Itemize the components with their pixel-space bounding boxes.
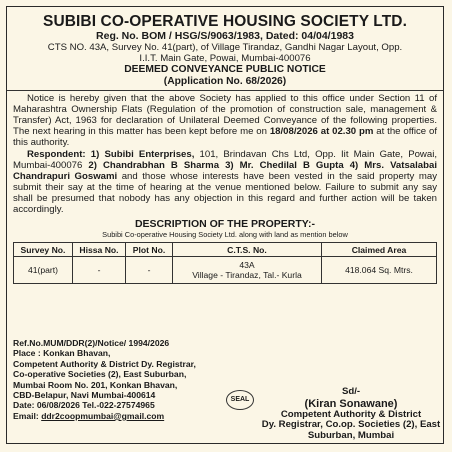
signature-mark: Sd/- xyxy=(341,386,361,397)
cell-cts xyxy=(173,257,322,284)
respondent-label: Respondent: 1) Subibi Enterprises, xyxy=(27,149,195,160)
respondents-2-4: 2) Chandrabhan B Sharma 3) Mr. Chedilal B Gupta 4) Mrs. Vatsalabai Chandrapuri Goswami xyxy=(13,160,438,182)
email-line xyxy=(13,411,223,421)
place: Place : Konkan Bhavan, xyxy=(13,348,111,359)
email-label: Email: xyxy=(13,410,42,421)
col-plot-no: Plot No. xyxy=(126,243,173,257)
respondent-paragraph xyxy=(13,149,437,215)
property-heading: DESCRIPTION OF THE PROPERTY:- xyxy=(134,218,316,230)
respondent1-address: 101, Brindavan Chs Ltd, Opp. Iit Main Gate, Powai, Mumbai-400076 xyxy=(13,149,437,171)
cell-plot: - xyxy=(126,257,173,284)
col-cts-no: C.T.S. No. xyxy=(173,243,322,257)
reference-number: Ref.No.MUM/DDR(2)/Notice/ 1994/2026 xyxy=(13,338,170,348)
cell-area: 418.064 Sq. Mtrs. xyxy=(322,257,437,284)
signatory-title-1: Competent Authority & District xyxy=(280,408,422,420)
property-table xyxy=(13,242,437,284)
col-survey-no: Survey No. xyxy=(14,243,73,257)
office-line-1: Competent Authority & District Dy. Registrar, xyxy=(13,358,196,369)
office-line-4: CBD-Belapur, Navi Mumbai-400614 xyxy=(13,390,156,401)
notice-title: DEEMED CONVEYANCE PUBLIC NOTICE xyxy=(124,64,326,75)
hearing-datetime: 18/08/2026 at 02.30 pm xyxy=(269,126,374,137)
respondent-text-tail: and those whose interests have been vested in the said property may submit their say at the time of hearing at the venue mentioned below. Failure to submit any say shall be presumed that nobody has any objection in this regard and further action will be taken accordingly. xyxy=(13,171,437,215)
registration-number: Reg. No. BOM / HSG/S/9063/1983, Dated: 04/04/1983 xyxy=(96,30,354,42)
cts-number: 43A xyxy=(239,260,255,270)
property-subheading: Subibi Co-operative Housing Society Ltd. along with land as mention below xyxy=(102,230,348,239)
notice-text: Notice is hereby given that the above Society has applied to this office under Section 11 of Maharashtra Ownership Flats (Regulation of the promotion of construction sale, management & Transfer) Act, 1963 for declaration of Unilateral Deemed Conveyance of the following properties. The next hearing in this matter has been kept before me on xyxy=(13,93,437,137)
email-link[interactable]: ddr2coopmumbai@gmail.com xyxy=(41,410,165,421)
address-line-1: CTS NO. 43A, Survey No. 41(part), of Village Tirandaz, Gandhi Nagar Layout, Opp. xyxy=(47,42,403,53)
col-hissa-no: Hissa No. xyxy=(73,243,126,257)
office-details xyxy=(13,338,223,421)
signatory-title-3: Suburban, Mumbai xyxy=(307,429,395,441)
notice-paragraph xyxy=(13,93,437,148)
date-telephone: Date: 06/08/2026 Tel.-022-27574965 xyxy=(13,400,155,411)
header-divider xyxy=(7,90,443,91)
signatory-title-2: Dy. Registrar, Co.op. Societies (2), East xyxy=(261,419,441,430)
society-title: SUBIBI CO-OPERATIVE HOUSING SOCIETY LTD. xyxy=(43,13,407,30)
table-row xyxy=(14,257,437,284)
signatory-name: (Kiran Sonawane) xyxy=(304,397,398,410)
office-line-2: Co-operative Societies (2), East Suburban, xyxy=(13,369,187,380)
cell-survey: 41(part) xyxy=(14,257,73,284)
seal-stamp: SEAL xyxy=(226,390,254,410)
public-notice xyxy=(6,6,444,444)
application-number: (Application No. 68/2026) xyxy=(163,75,287,87)
office-line-3: Mumbai Room No. 201, Konkan Bhavan, xyxy=(13,379,178,390)
cell-hissa: - xyxy=(73,257,126,284)
signature-block xyxy=(253,387,449,441)
address-line-2: I.I.T. Main Gate, Powai, Mumbai-400076 xyxy=(139,53,311,64)
notice-text-tail: at the office of this authority. xyxy=(13,126,437,148)
col-claimed-area: Claimed Area xyxy=(322,243,437,257)
table-header-row xyxy=(14,243,437,257)
cts-village: Village - Tirandaz, Tal.- Kurla xyxy=(192,270,302,280)
